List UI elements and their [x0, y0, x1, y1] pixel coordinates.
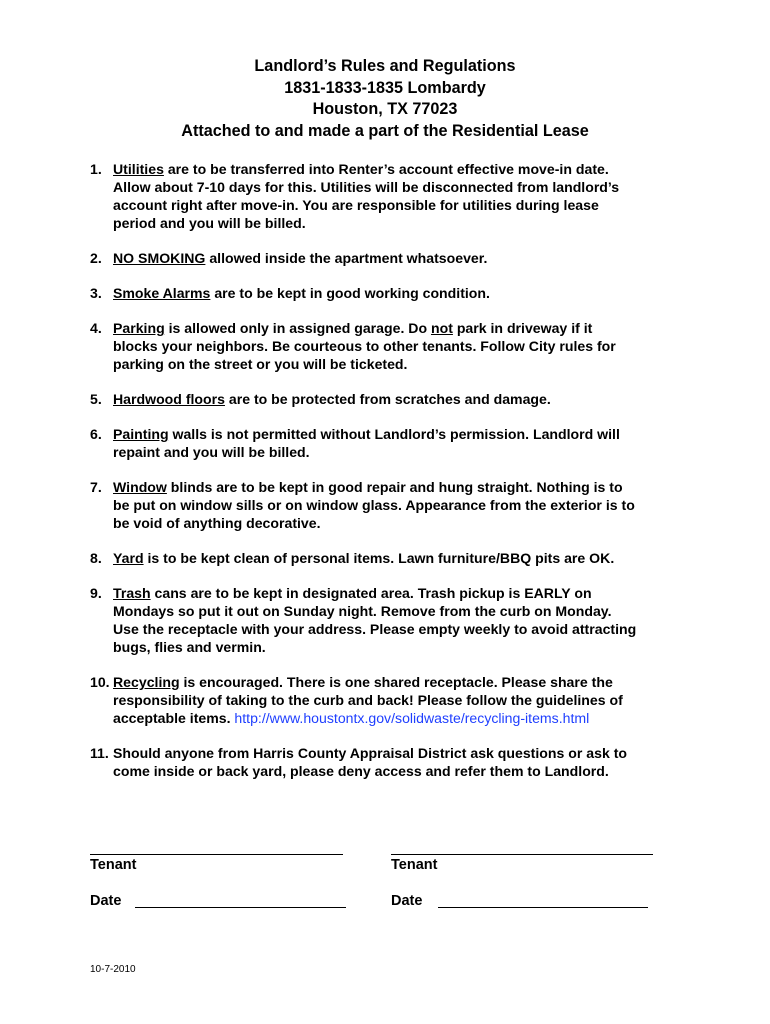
rule-trash: 9. Trash cans are to be kept in designated area. Trash pickup is EARLY on Mondays so put it out on Sunday night. Remove from the curb on Monday. Use the receptacle with your address. Please empty weekly to avoid attracting bugs, flies and vermin.	[90, 585, 637, 655]
rule-painting: 6. Painting walls is not permitted without Landlord’s permission. Landlord will repaint and you will be billed.	[90, 426, 620, 460]
rule-hardwood-floors: 5. Hardwood floors are to be protected from scratches and damage.	[90, 391, 551, 407]
rule-keyword: Yard	[113, 550, 144, 566]
document-subtitle: Attached to and made a part of the Residential Lease	[181, 121, 589, 140]
tenant-signature-line-left[interactable]	[90, 854, 343, 855]
rule-appraisal-district: 11. Should anyone from Harris County Appraisal District ask questions or ask to come inside or back yard, please deny access and refer them to Landlord.	[90, 745, 628, 779]
tenant-label-left: Tenant	[90, 857, 137, 873]
recycling-guidelines-link[interactable]: http://www.houstontx.gov/solidwaste/recycling-items.html	[234, 710, 590, 726]
document-title: Landlord’s Rules and Regulations	[254, 57, 516, 75]
rule-recycling: 10. Recycling is encouraged. There is one shared receptacle. Please share the responsibility of taking to the curb and back! Please follow the guidelines of acceptable items. http://www.houstontx.gov/solidwaste/recycling-items.html	[90, 674, 623, 726]
rule-window: 7. Window blinds are to be kept in good repair and hung straight. Nothing is to be put on window sills or on window glass. Appearance from the exterior is to be void of anything decorative.	[90, 479, 635, 531]
tenant-signature-line-right[interactable]	[391, 854, 653, 855]
rule-keyword: Parking	[113, 320, 165, 336]
date-line-left[interactable]	[135, 907, 346, 908]
rule-parking: 4. Parking is allowed only in assigned garage. Do not park in driveway if it blocks your neighbors. Be courteous to other tenants. Follow City rules for parking on the street or you will be ticketed.	[90, 320, 616, 372]
rule-yard: 8. Yard is to be kept clean of personal items. Lawn furniture/BBQ pits are OK.	[90, 550, 615, 566]
rule-smoke-alarms: 3. Smoke Alarms are to be kept in good working condition.	[90, 285, 490, 301]
rule-keyword: Recycling	[113, 674, 180, 690]
tenant-label-right: Tenant	[391, 857, 438, 873]
document-header	[0, 56, 770, 142]
property-address: 1831-1833-1835 Lombardy	[284, 78, 486, 97]
rule-keyword: Trash	[113, 585, 151, 601]
rule-utilities: 1. Utilities are to be transferred into Renter’s account effective move-in date. Allow about 7-10 days for this. Utilities will be disconnected from landlord’s account right after move-in. You are responsible for utilities during lease period and you will be billed.	[90, 161, 620, 231]
date-label-right: Date	[391, 893, 423, 909]
property-city: Houston, TX 77023	[312, 100, 458, 118]
rule-keyword: Utilities	[113, 161, 164, 177]
rule-keyword: Hardwood floors	[113, 391, 225, 407]
rules-list	[90, 160, 710, 780]
document-revision-date: 10-7-2010	[90, 964, 136, 975]
rule-no-smoking: 2. NO SMOKING allowed inside the apartment whatsoever.	[90, 250, 488, 266]
date-label-left: Date	[90, 893, 122, 909]
rule-keyword: Painting	[113, 426, 169, 442]
rule-keyword: NO SMOKING	[113, 250, 206, 266]
rule-keyword: Window	[113, 479, 167, 495]
date-line-right[interactable]	[438, 907, 648, 908]
rule-keyword: Smoke Alarms	[113, 285, 211, 301]
